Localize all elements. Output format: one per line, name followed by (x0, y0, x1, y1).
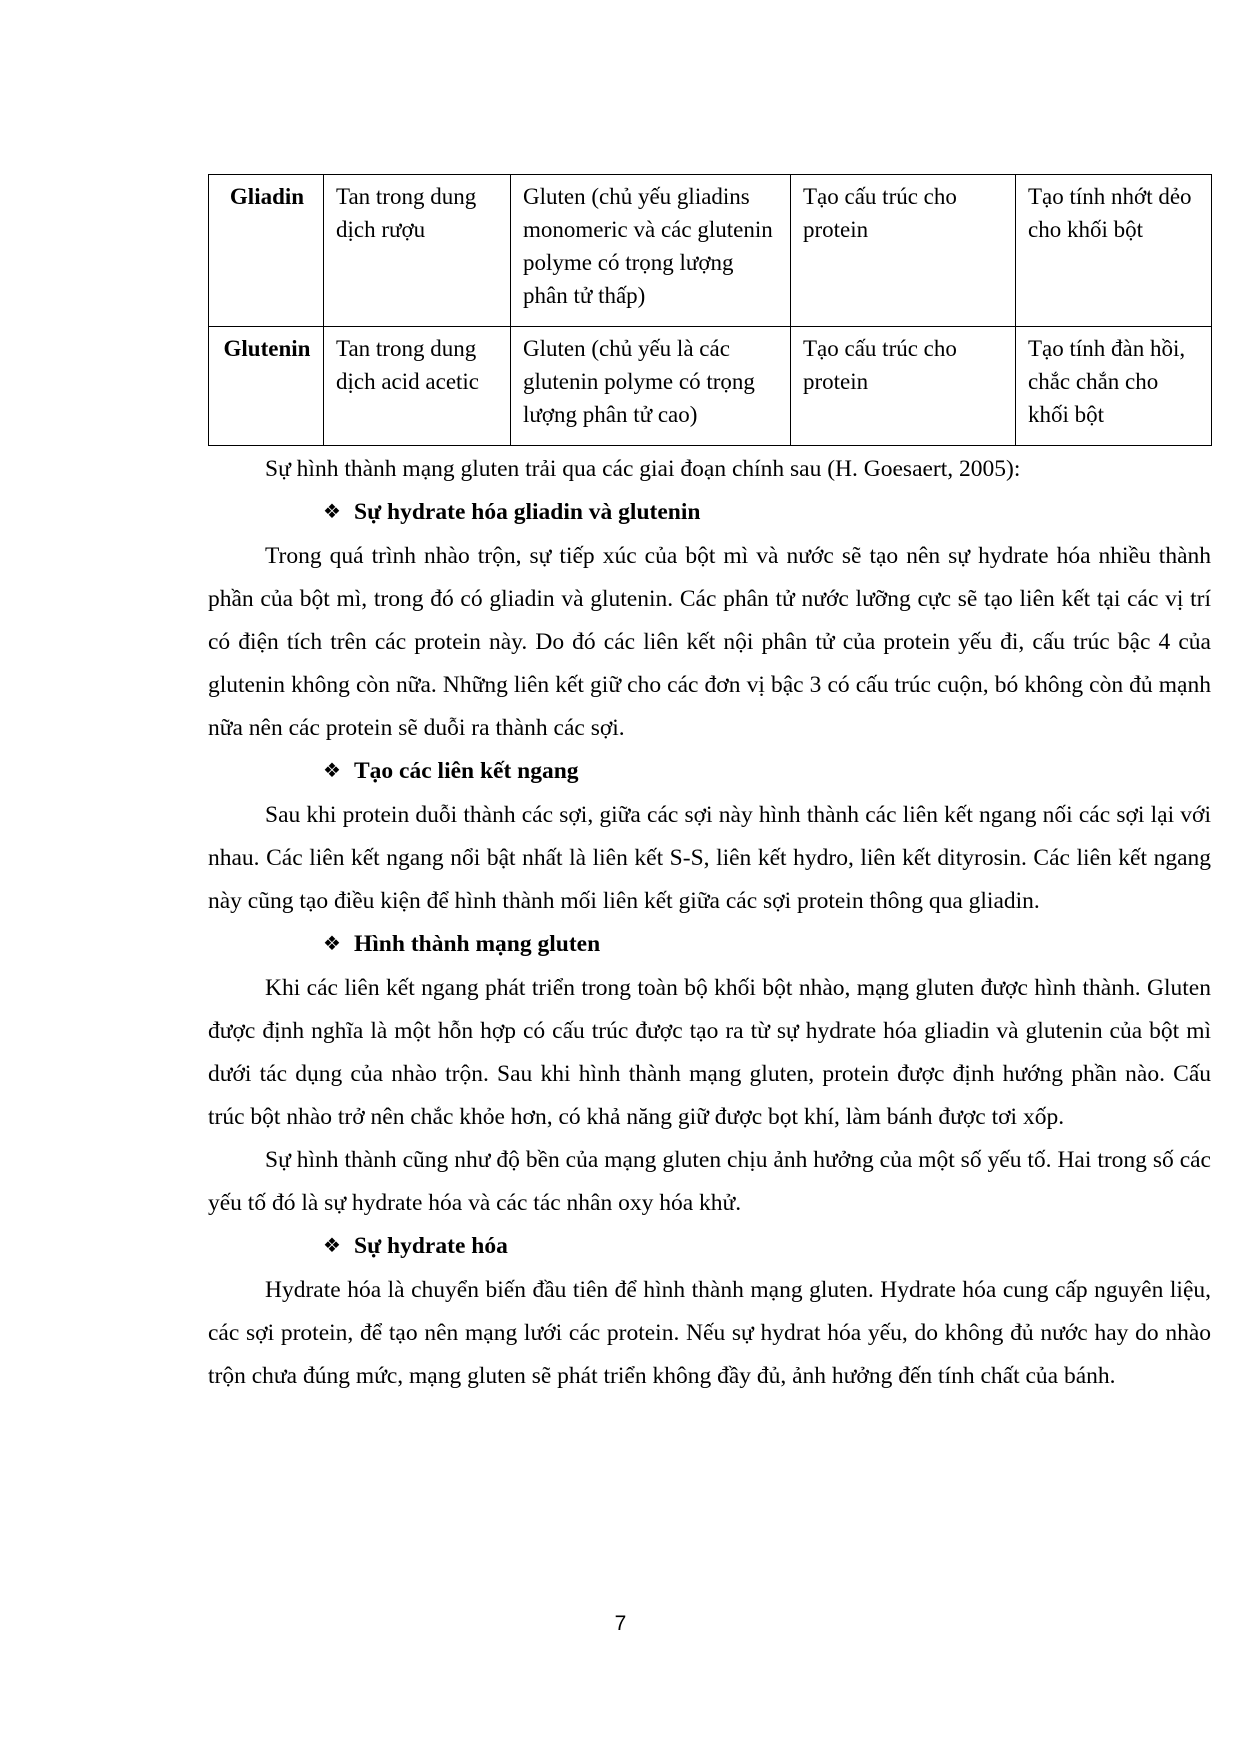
body-paragraph: Trong quá trình nhào trộn, sự tiếp xúc của bột mì và nước sẽ tạo nên sự hydrate hóa nhiều thành phần của bột mì, trong đó có gliadin và glutenin. Các phân tử nước lưỡng cực sẽ tạo liên kết tại các vị trí có điện tích trên các protein này. Do đó các liên kết nội phân tử của protein yếu đi, cấu trúc bậc 4 của glutenin không còn nữa. Những liên kết giữ cho các đơn vị bậc 3 có cấu trúc cuộn, bó không còn đủ mạnh nữa nên các protein sẽ duỗi ra thành các sợi. (208, 543, 1211, 741)
section-heading (208, 491, 1211, 535)
section-heading-text: Hình thành mạng gluten (354, 931, 601, 957)
intro-paragraph: Sự hình thành mạng gluten trải qua các giai đoạn chính sau (H. Goesaert, 2005): (265, 456, 1021, 482)
table-cell-solubility: Tan trong dung dịch acid acetic (324, 327, 511, 446)
body-paragraph: Khi các liên kết ngang phát triển trong toàn bộ khối bột nhào, mạng gluten được hình thành. Gluten được định nghĩa là một hỗn hợp có cấu trúc được tạo ra từ sự hydrate hóa gliadin và glutenin của bột mì dưới tác dụng của nhào trộn. Sau khi hình thành mạng gluten, protein được định hướng phần nào. Cấu trúc bột nhào trở nên chắc khỏe hơn, có khả năng giữ được bọt khí, làm bánh được tơi xốp. (208, 975, 1211, 1130)
section-heading (208, 1225, 1211, 1269)
diamond-bullet-icon: ❖ (323, 760, 341, 782)
table-cell-name: Glutenin (209, 327, 324, 446)
diamond-bullet-icon: ❖ (323, 501, 341, 523)
diamond-bullet-icon: ❖ (323, 933, 341, 955)
table-cell-function: Tạo tính nhớt dẻo cho khối bột (1016, 175, 1212, 327)
table-cell-name: Gliadin (209, 175, 324, 327)
table-row (209, 175, 1212, 327)
table-cell-role: Tạo cấu trúc cho protein (791, 327, 1016, 446)
table-cell-solubility: Tan trong dung dịch rượu (324, 175, 511, 327)
table-cell-source: Gluten (chủ yếu là các glutenin polyme có trọng lượng phân tử cao) (511, 327, 791, 446)
page-number: 7 (614, 1612, 627, 1635)
section-heading-text: Tạo các liên kết ngang (354, 758, 579, 784)
section-heading-text: Sự hydrate hóa (354, 1233, 508, 1259)
section-heading (208, 750, 1211, 794)
section-heading-text: Sự hydrate hóa gliadin và glutenin (354, 499, 701, 525)
diamond-bullet-icon: ❖ (323, 1235, 341, 1257)
body-paragraph: Sau khi protein duỗi thành các sợi, giữa các sợi này hình thành các liên kết ngang nối các sợi lại với nhau. Các liên kết ngang nổi bật nhất là liên kết S-S, liên kết hydro, liên kết dityrosin. Các liên kết ngang này cũng tạo điều kiện để hình thành mối liên kết giữa các sợi protein thông qua gliadin. (208, 802, 1211, 914)
body-paragraph: Hydrate hóa là chuyển biến đầu tiên để hình thành mạng gluten. Hydrate hóa cung cấp nguyên liệu, các sợi protein, để tạo nên mạng lưới các protein. Nếu sự hydrat hóa yếu, do không đủ nước hay do nhào trộn chưa đúng mức, mạng gluten sẽ phát triển không đầy đủ, ảnh hưởng đến tính chất của bánh. (208, 1277, 1211, 1389)
table-row (209, 327, 1212, 446)
table-cell-role: Tạo cấu trúc cho protein (791, 175, 1016, 327)
page-content (208, 174, 1211, 1398)
body-paragraph: Sự hình thành cũng như độ bền của mạng gluten chịu ảnh hưởng của một số yếu tố. Hai trong số các yếu tố đó là sự hydrate hóa và các tác nhân oxy hóa khử. (208, 1147, 1211, 1216)
table-cell-function: Tạo tính đàn hồi, chắc chắn cho khối bột (1016, 327, 1212, 446)
table-cell-source: Gluten (chủ yếu gliadins monomeric và các glutenin polyme có trọng lượng phân tử thấp) (511, 175, 791, 327)
section-heading (208, 923, 1211, 967)
protein-table (208, 174, 1212, 446)
